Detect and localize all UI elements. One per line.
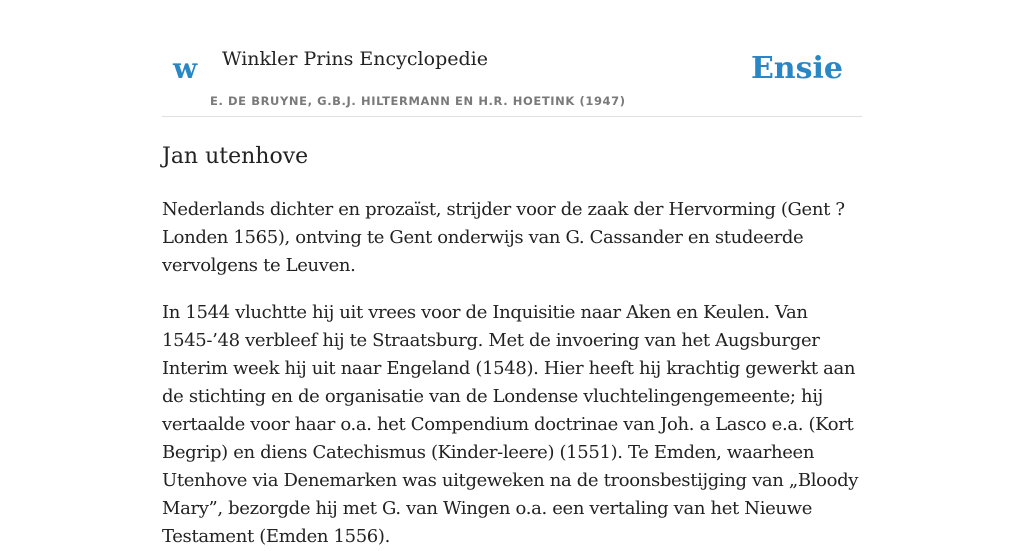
header (162, 0, 862, 117)
page (162, 0, 862, 551)
article-paragraph-1: Nederlands dichter en prozaïst, strijder voor de zaak der Hervorming (Gent ? Londen 1565), ontving te Gent onderwijs van G. Cassander en studeerde vervolgens te Leuven. (162, 199, 845, 276)
article-paragraph-2: In 1544 vluchtte hij uit vrees voor de Inquisitie naar Aken en Keulen. Van 1545-’48 verbleef hij te Straatsburg. Met de invoering van het Augsburger Interim week hij uit naar Engeland (1548). Hier heeft hij krachtig gewerkt aan de stichting en de organisatie van de Londense vluchtelingengemeente; hij vertaalde voor haar o.a. het Compendium doctrinae van Joh. a Lasco e.a. (Kort Begrip) en diens Catechismus (Kinder-leere) (1551). Te Emden, waarheen Utenhove via Denemarken was uitgeweken na de troonsbestijging van „Bloody Mary”, bezorgde hij met G. van Wingen o.a. een vertaling van het Nieuwe Testament (Emden 1556). (162, 302, 859, 547)
ensie-brand-link[interactable]: Ensie (750, 51, 843, 86)
entry-title: Jan utenhove (162, 144, 309, 169)
encyclopedia-logo-icon[interactable]: w (173, 52, 198, 85)
encyclopedia-authors: E. DE BRUYNE, G.B.J. HILTERMANN EN H.R. HOETINK (1947) (210, 94, 626, 108)
encyclopedia-title-link[interactable]: Winkler Prins Encyclopedie (222, 48, 488, 70)
